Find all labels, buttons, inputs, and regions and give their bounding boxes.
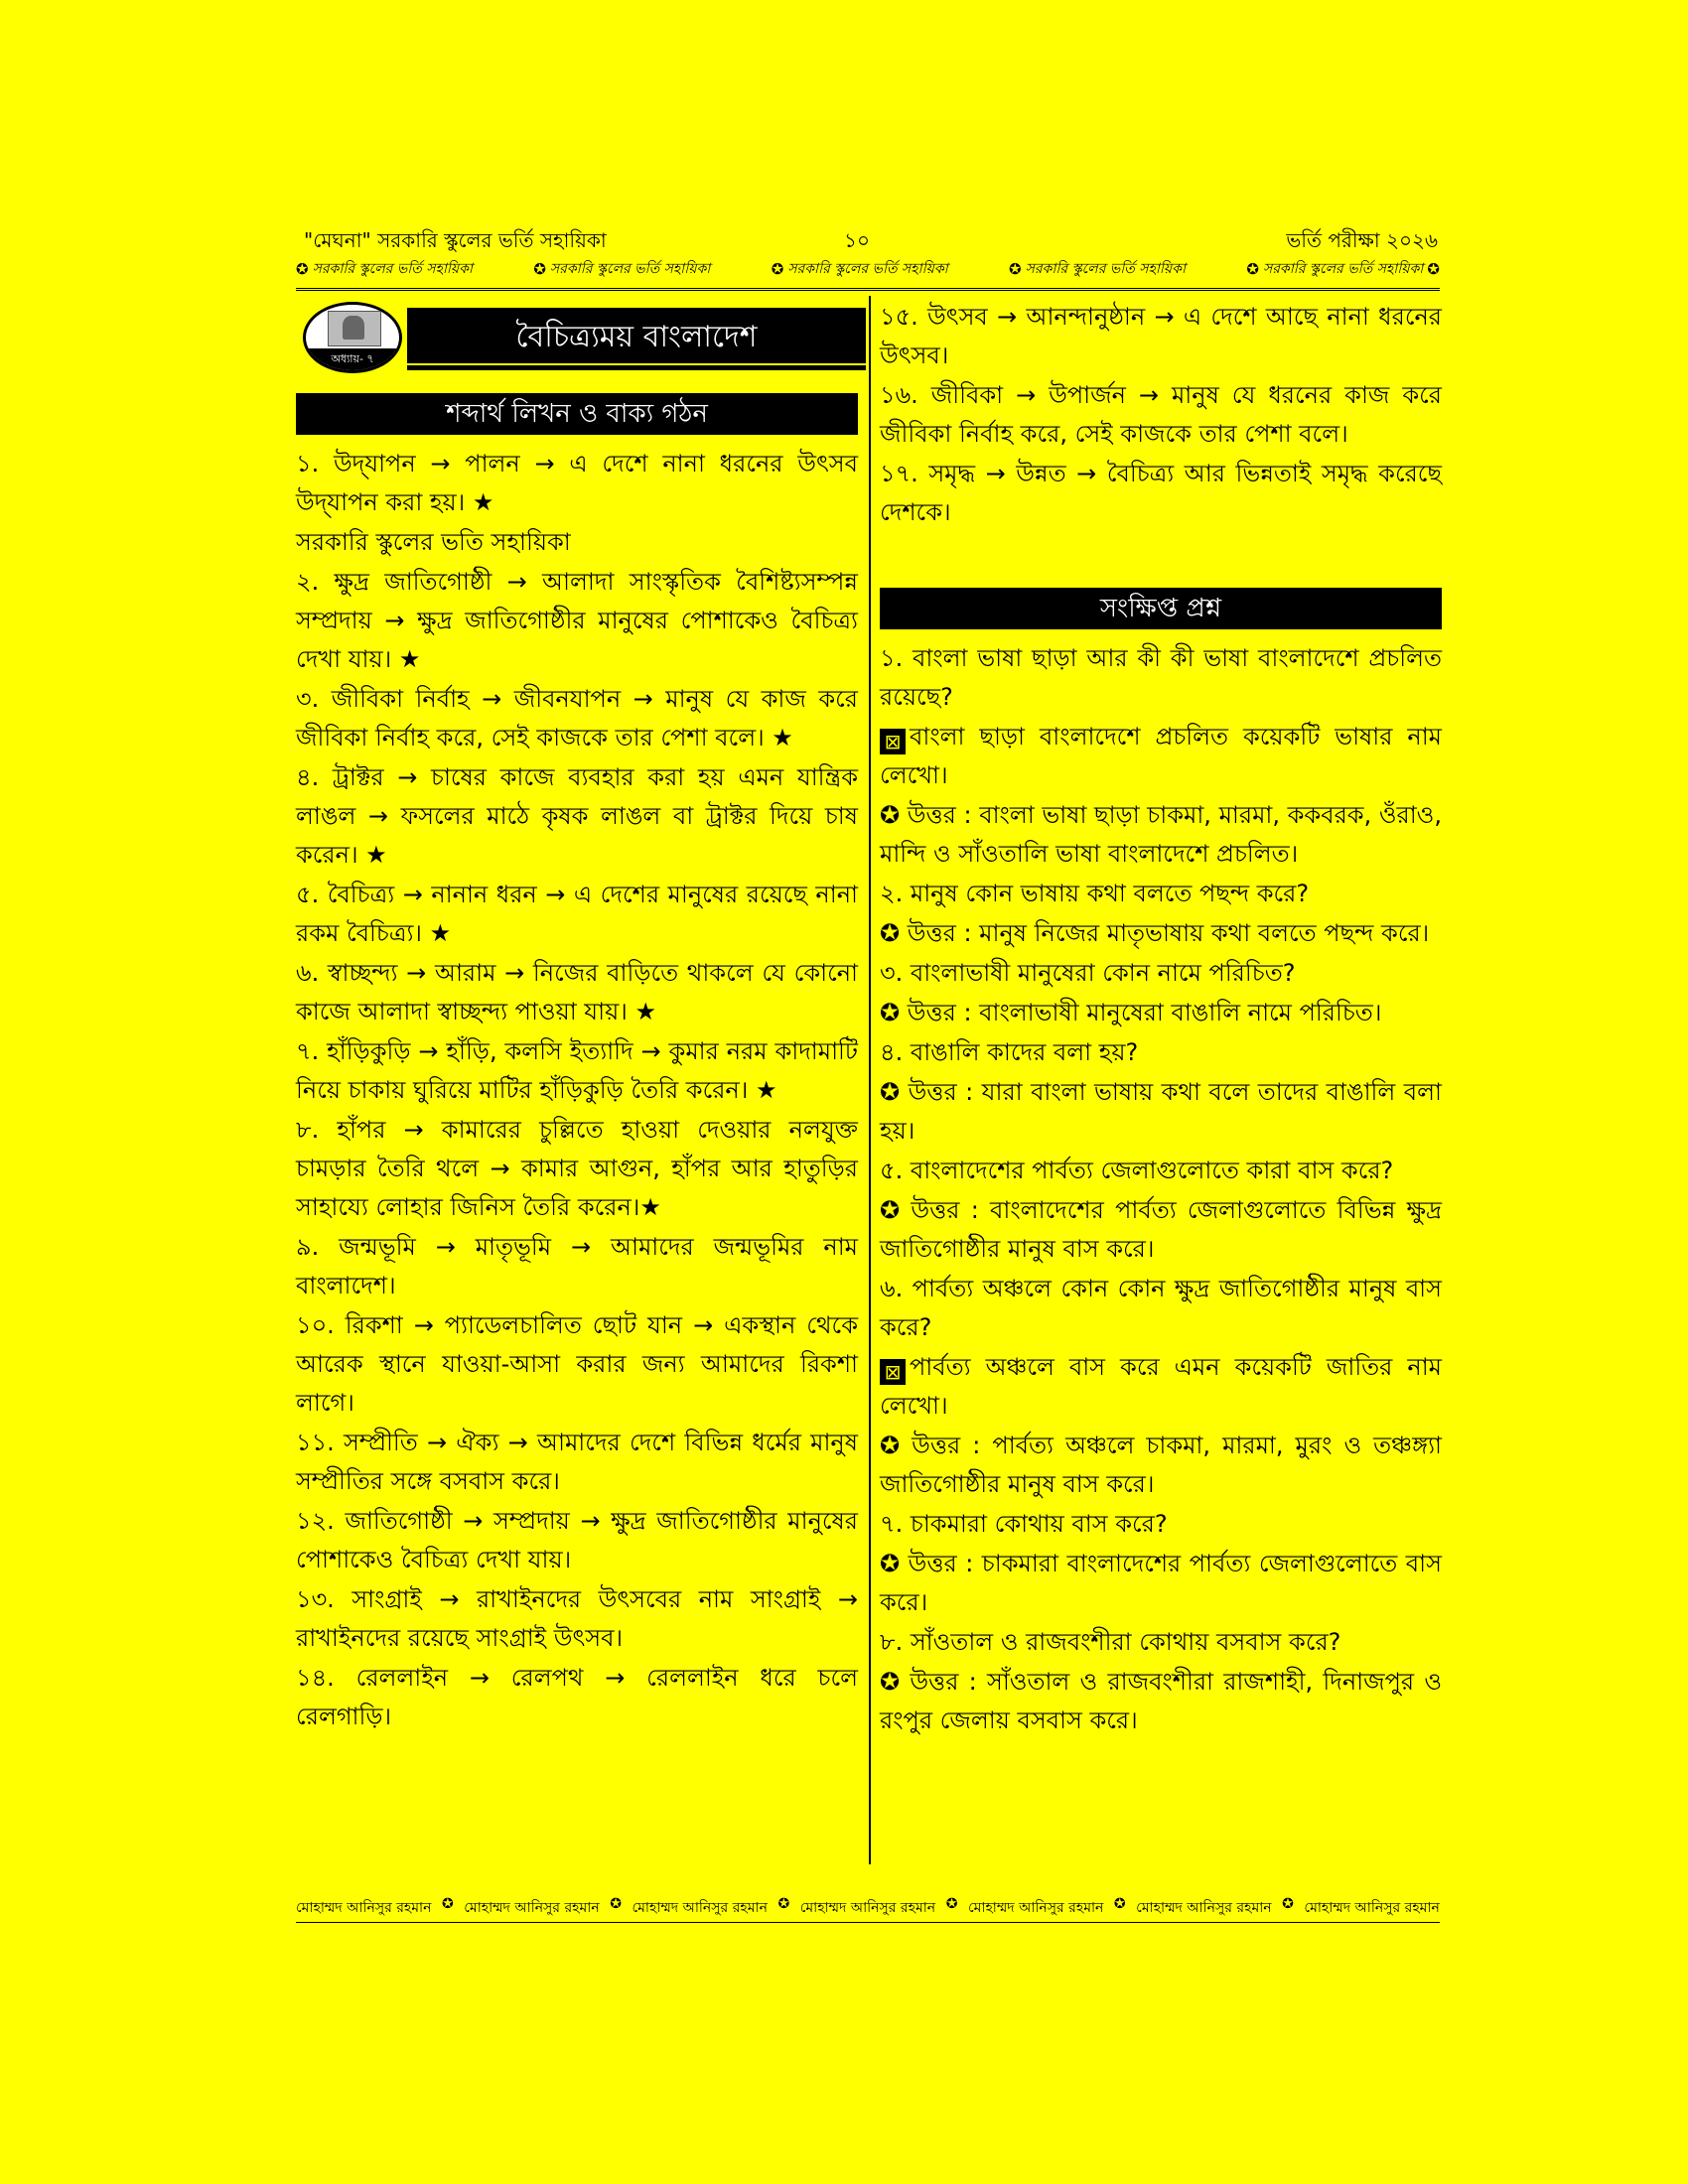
answer: ✪ উত্তর : বাংলা ভাষা ছাড়া চাকমা, মারমা, ককবরক, ওঁরাও, মান্দি ও সাঁওতালি ভাষা বাংলাদেশে প্রচলিত। xyxy=(880,796,1442,874)
question: ৮. সাঁওতাল ও রাজবংশীরা কোথায় বসবাস করে? xyxy=(880,1628,1341,1656)
question: ১. বাংলা ভাষা ছাড়া আর কী কী ভাষা বাংলাদেশে প্রচলিত রয়েছে? xyxy=(880,644,1442,711)
star-circle-icon: ✪ xyxy=(880,1550,901,1577)
banner-item: ✪ সরকারি স্কুলের ভর্তি সহায়িকা xyxy=(533,260,711,278)
question: ৬. পার্বত্য অঞ্চলে কোন কোন ক্ষুদ্র জাতিগোষ্ঠীর মানুষ বাস করে? xyxy=(880,1275,1442,1341)
vocab-item: ৫. বৈচিত্র্য → নানান ধরন → এ দেশের মানুষের রয়েছে নানা রকম বৈচিত্র্য। ★ xyxy=(296,881,858,947)
page-number: ১০ xyxy=(844,228,870,252)
vocab-item: ১৭. সমৃদ্ধ → উন্নত → বৈচিত্র্য আর ভিন্নতাই সমৃদ্ধ করেছে দেশকে। xyxy=(880,460,1442,526)
banner-item: ✪ সরকারি স্কুলের ভর্তি সহায়িকা xyxy=(771,260,948,278)
vocab-item: ১৫. উৎসব → আনন্দানুষ্ঠান → এ দেশে আছে নানা ধরনের উৎসব। xyxy=(880,303,1442,369)
question: ২. মানুষ কোন ভাষায় কথা বলতে পছন্দ করে? xyxy=(880,880,1310,907)
question: ৪. বাঙালি কাদের বলা হয়? xyxy=(880,1038,1139,1066)
vocab-item: ৭. হাঁড়িকুড়ি → হাঁড়ি, কলসি ইত্যাদি → কুমার নরম কাদামাটি নিয়ে চাকায় ঘুরিয়ে মাটির হাঁড়িকুড়ি তৈরি করেন। ★ xyxy=(296,1037,858,1104)
alt-question: ⊠ পার্বত্য অঞ্চলে বাস করে এমন কয়েকটি জাতির নাম লেখো। xyxy=(880,1353,1442,1420)
right-column-top xyxy=(880,298,1442,533)
footer-symbol: ✪ xyxy=(441,1896,454,1912)
star-circle-icon: ✪ xyxy=(880,1432,901,1459)
question: ৩. বাংলাভাষী মানুষেরা কোন নামে পরিচিত? xyxy=(880,959,1296,987)
footer-symbol: ✪ xyxy=(945,1896,958,1912)
section-heading-vocabulary: শব্দার্থ লিখন ও বাক্য গঠন xyxy=(296,393,858,435)
vocab-item: ৪. ট্রাক্টর → চাষের কাজে ব্যবহার করা হয় এমন যান্ত্রিক লাঙল → ফসলের মাঠে কৃষক লাঙল বা ট্রাক্টর দিয়ে চাষ করেন। ★ xyxy=(296,763,858,869)
vocab-item: ১. উদ্‌যাপন → পালন → এ দেশে নানা ধরনের উৎসব উদ্‌যাপন করা হয়। ★ xyxy=(296,450,858,516)
question: ৭. চাকমারা কোথায় বাস করে? xyxy=(880,1510,1168,1538)
answer: ✪ উত্তর : যারা বাংলা ভাষায় কথা বলে তাদের বাঙালি বলা হয়। xyxy=(880,1073,1442,1151)
alt-question: ⊠ বাংলা ছাড়া বাংলাদেশে প্রচলিত কয়েকটি ভাষার নাম লেখো। xyxy=(880,723,1442,789)
footer-symbol: ✪ xyxy=(1113,1896,1126,1912)
section-heading-short-questions: সংক্ষিপ্ত প্রশ্ন xyxy=(880,588,1442,629)
chapter-title: বৈচিত্র্যময় বাংলাদেশ xyxy=(407,308,866,363)
logo-chapter-label: অধ্যায়- ৭ xyxy=(306,348,399,370)
logo-picture xyxy=(328,311,381,346)
footer-author: মোহাম্মদ আনিসুর রহমান xyxy=(967,1900,1104,1916)
vocab-item: ২. ক্ষুদ্র জাতিগোষ্ঠী → আলাদা সাংস্কৃতিক বৈশিষ্ট্যসম্পন্ন সম্প্রদায় → ক্ষুদ্র জাতিগোষ্ঠীর মানুষের পোশাকেও বৈচিত্র্য দেখা যায়। ★ xyxy=(296,568,858,673)
banner-item: ✪ সরকারি স্কুলের ভর্তি সহায়িকা xyxy=(1009,260,1187,278)
footer-author: মোহাম্মদ আনিসুর রহমান xyxy=(464,1900,600,1916)
vocab-item: ১৩. সাংগ্রাই → রাখাইনদের উৎসবের নাম সাংগ্রাই → রাখাইনদের রয়েছে সাংগ্রাই উৎসব। xyxy=(296,1585,858,1652)
star-circle-icon: ✪ xyxy=(880,801,901,829)
answer: ✪ উত্তর : সাঁওতাল ও রাজবংশীরা রাজশাহী, দিনাজপুর ও রংপুর জেলায় বসবাস করে। xyxy=(880,1663,1442,1740)
chapter-logo xyxy=(303,302,402,373)
answer: ✪ উত্তর : চাকমারা বাংলাদেশের পার্বত্য জেলাগুলোতে বাস করে। xyxy=(880,1545,1442,1622)
star-circle-icon: ✪ xyxy=(880,1078,901,1106)
banner-item: ✪ সরকারি স্কুলের ভর্তি সহায়িকা xyxy=(296,260,473,278)
left-column xyxy=(296,445,858,1737)
chapter-title-rule xyxy=(407,365,866,370)
exam-title: ভর্তি পরীক্ষা ২০২৬ xyxy=(1286,228,1438,252)
page-header xyxy=(296,226,1440,254)
vocab-item: ৬. স্বাচ্ছন্দ্য → আরাম → নিজের বাড়িতে থাকলে যে কোনো কাজে আলাদা স্বাচ্ছন্দ্য পাওয়া যায়। ★ xyxy=(296,959,858,1025)
header-rule xyxy=(296,288,1440,291)
footer-symbol: ✪ xyxy=(610,1896,622,1912)
vocab-item: ১৬. জীবিকা → উপার্জন → মানুষ যে ধরনের কাজ করে জীবিকা নির্বাহ করে, সেই কাজকে তার পেশা বলে। xyxy=(880,381,1442,448)
vocab-item: ১৪. রেললাইন → রেলপথ → রেললাইন ধরে চলে রেলগাড়ি। xyxy=(296,1664,858,1730)
answer: ✪ উত্তর : বাংলাভাষী মানুষেরা বাঙালি নামে পরিচিত। xyxy=(880,994,1442,1032)
header-banner xyxy=(296,256,1440,282)
banner-item: ✪ সরকারি স্কুলের ভর্তি সহায়িকা ✪ xyxy=(1246,260,1440,278)
question: ৫. বাংলাদেশের পার্বত্য জেলাগুলোতে কারা বাস করে? xyxy=(880,1157,1394,1184)
star-circle-icon: ✪ xyxy=(880,999,901,1026)
answer: ✪ উত্তর : পার্বত্য অঞ্চলে চাকমা, মারমা, মুরং ও তঞ্চঙ্গ্যা জাতিগোষ্ঠীর মানুষ বাস করে। xyxy=(880,1427,1442,1504)
vocab-item: ১০. রিকশা → প্যাডেলচালিত ছোট যান → একস্থান থেকে আরেক স্থানে যাওয়া-আসা করার জন্য আমাদের রিকশা লাগে। xyxy=(296,1311,858,1417)
answer: ✪ উত্তর : বাংলাদেশের পার্বত্য জেলাগুলোতে বিভিন্ন ক্ষুদ্র জাতিগোষ্ঠীর মানুষ বাস করে। xyxy=(880,1191,1442,1269)
cross-box-icon: ⊠ xyxy=(880,1359,906,1385)
footer-symbol: ✪ xyxy=(777,1896,790,1912)
footer-author: মোহাম্মদ আনিসুর রহমান xyxy=(799,1900,936,1916)
vocab-item: ৮. হাঁপর → কামারের চুল্লিতে হাওয়া দেওয়ার নলযুক্ত চামড়ার তৈরি থলে → কামার আগুন, হাঁপর আর হাতুড়ির সাহায্যে লোহার জিনিস তৈরি করেন।★ xyxy=(296,1116,858,1221)
vocab-item: ১২. জাতিগোষ্ঠী → সম্প্রদায় → ক্ষুদ্র জাতিগোষ্ঠীর মানুষের পোশাকেও বৈচিত্র্য দেখা যায়। xyxy=(296,1507,858,1573)
footer-author: মোহাম্মদ আনিসুর রহমান xyxy=(632,1900,768,1916)
book-title: "মেঘনা" সরকারি স্কুলের ভর্তি সহায়িকা xyxy=(304,228,607,252)
vocab-item: ১১. সম্প্রীতি → ঐক্য → আমাদের দেশে বিভিন্ন ধর্মের মানুষ সম্প্রীতির সঙ্গে বসবাস করে। xyxy=(296,1429,858,1495)
star-circle-icon: ✪ xyxy=(880,1196,901,1224)
right-column-qa xyxy=(880,639,1442,1741)
footer-author: মোহাম্মদ আনিসুর রহমান xyxy=(1304,1900,1440,1916)
vocab-item: ৯. জন্মভূমি → মাতৃভূমি → আমাদের জন্মভূমির নাম বাংলাদেশ। xyxy=(296,1233,858,1299)
footer-author: মোহাম্মদ আনিসুর রহমান xyxy=(1136,1900,1272,1916)
footer-author: মোহাম্মদ আনিসুর রহমান xyxy=(296,1900,432,1916)
watermark-text: সরকারি স্কুলের ভতি সহায়িকা xyxy=(296,528,571,556)
footer-symbol: ✪ xyxy=(1282,1896,1294,1912)
star-circle-icon: ✪ xyxy=(880,1668,901,1696)
vocab-item: ৩. জীবিকা নির্বাহ → জীবনযাপন → মানুষ যে কাজ করে জীবিকা নির্বাহ করে, সেই কাজকে তার পেশা বলে। ★ xyxy=(296,685,858,751)
answer: ✪ উত্তর : মানুষ নিজের মাতৃভাষায় কথা বলতে পছন্দ করে। xyxy=(880,914,1442,953)
page-footer xyxy=(296,1896,1440,1923)
column-divider xyxy=(869,296,871,1864)
cross-box-icon: ⊠ xyxy=(880,729,906,754)
star-circle-icon: ✪ xyxy=(880,919,901,947)
